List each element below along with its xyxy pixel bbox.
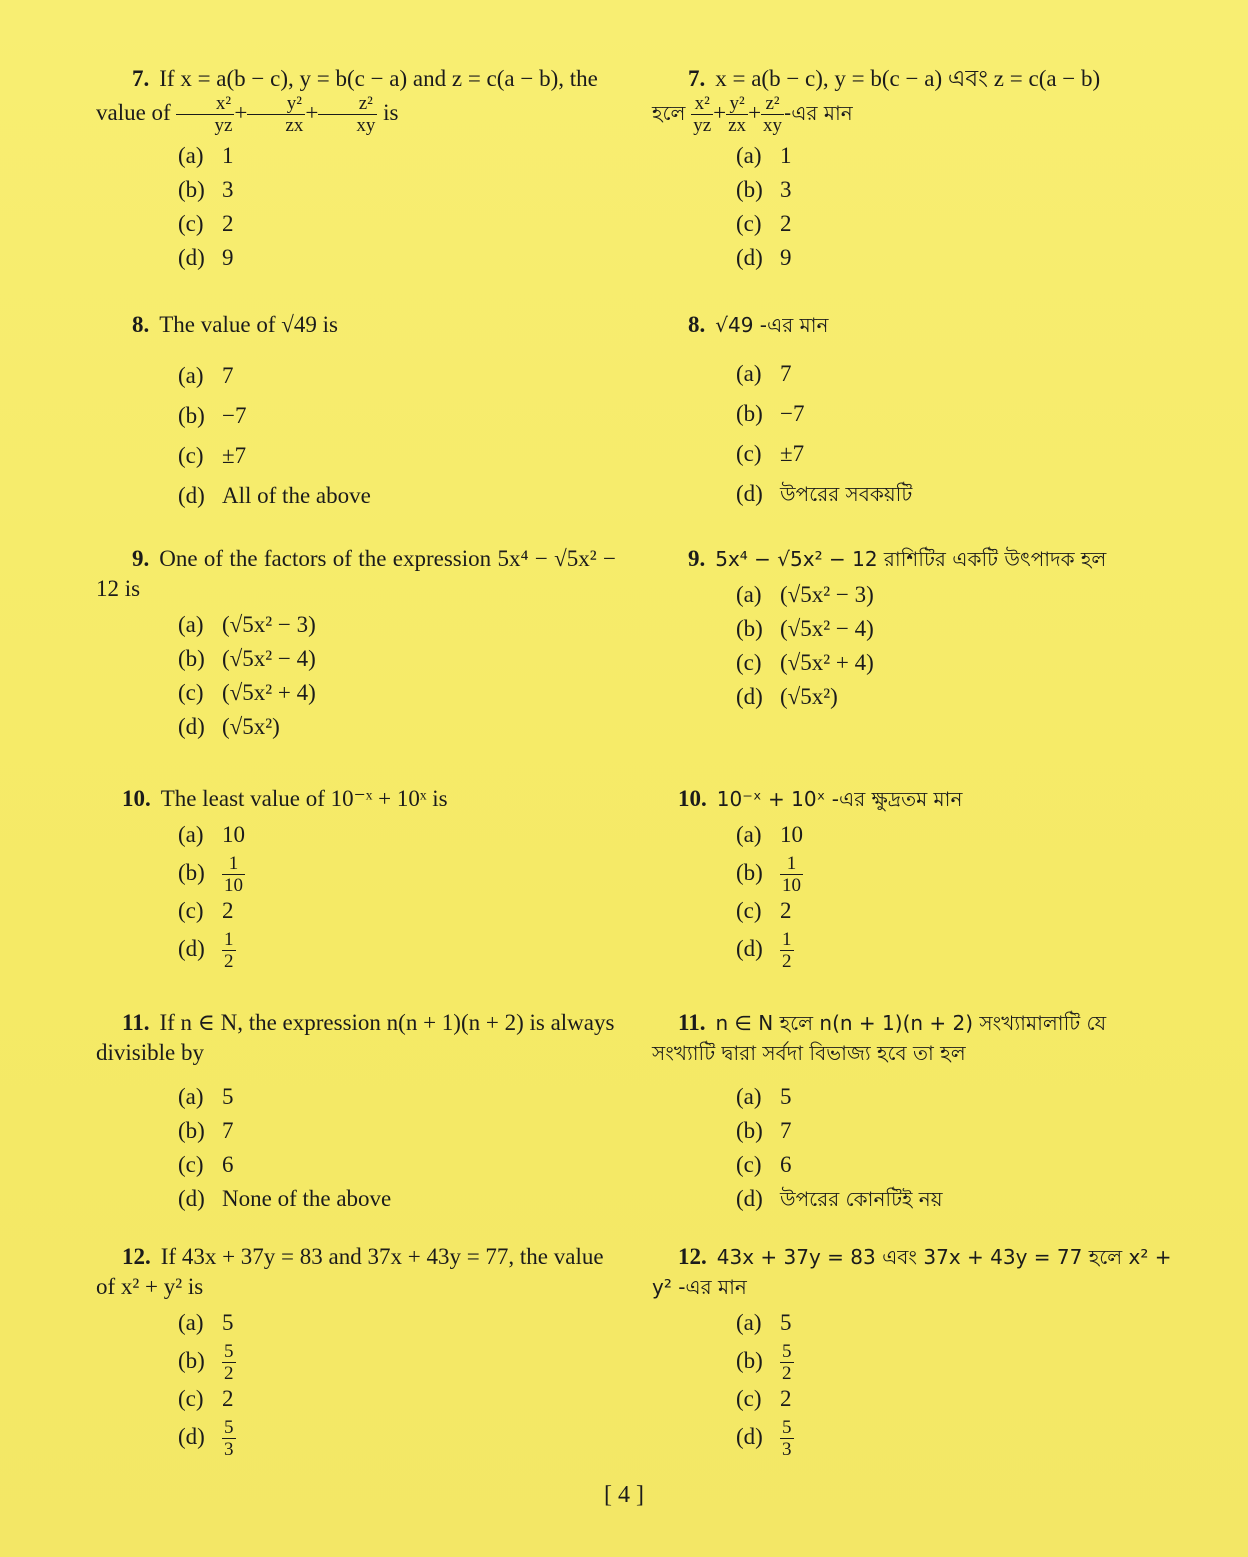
option[interactable]: (a) 5: [178, 1310, 234, 1335]
question-11: 11. If n ∈ N, the expression n(n + 1)(n + 2) is always divisible by (a) 5 (b) 7 (c) 6 (d) None of the above: [96, 1008, 616, 1216]
option[interactable]: (d) $\frac{1}{2}$: [736, 929, 792, 973]
option[interactable]: (d) 9: [736, 245, 792, 270]
fraction: $\frac{\text{y²}}{zx}$: [728, 93, 747, 136]
fraction: $\frac{\text{z²}}{xy}$: [763, 93, 783, 136]
question-8: 8. The value of √49 is (a) 7 (b) −7 (c) ±7 (d) All of the above: [96, 310, 616, 516]
question-text: √49 -এর মান: [715, 313, 829, 337]
option[interactable]: (b) 7: [736, 1118, 792, 1143]
question-text: 43x + 37y = 83 এবং 37x + 43y = 77 হলে x² + y² -এর মান: [652, 1245, 1172, 1299]
option[interactable]: (d) $\frac{5}{3}$: [736, 1417, 792, 1461]
question-text: x = a(b − c), y = b(c − a) এবং z = c(a − b): [715, 66, 1101, 91]
option[interactable]: (b) −7: [178, 403, 247, 428]
option[interactable]: (b) 3: [736, 177, 792, 202]
option[interactable]: (c) 6: [178, 1152, 234, 1177]
option[interactable]: (d) All of the above: [178, 483, 371, 508]
option[interactable]: (b) $\frac{5}{2}$: [736, 1341, 792, 1385]
question-9: 9. 5x⁴ − √5x² − 12 রাশিটির একটি উৎপাদক হল (a) (√5x² − 3) (b) (√5x² − 4) (c) (√5x² + 4) (d) (√5x²): [652, 544, 1172, 714]
question-text: 10⁻ˣ + 10ˣ -এর ক্ষুদ্রতম মান: [716, 787, 963, 811]
option[interactable]: (d) None of the above: [178, 1186, 392, 1211]
question-7: 7. If x = a(b − c), y = b(c − a) and z = c(a − b), the value of $\frac{\text{x²}}{yz}$ + $\frac{\text{y²}}{zx}$ + $\frac{\text{z²}}{xy}$ is (a) 1 (b) 3 (c) 2 (d) 9: [96, 64, 616, 275]
option[interactable]: (a) 5: [178, 1084, 234, 1109]
options-list: [178, 1306, 616, 1461]
option[interactable]: (a) 10: [178, 822, 245, 847]
fraction: $\frac{1}{2}$: [224, 929, 234, 973]
question-number: 7.: [132, 66, 150, 91]
option[interactable]: (b) $\frac{1}{10}$: [736, 853, 801, 897]
question-8: 8. √49 -এর মান (a) 7 (b) −7 (c) ±7 (d) উপরের সবকয়টি: [652, 310, 1172, 514]
question-9: 9. One of the factors of the expression 5x⁴ − √5x² − 12 is (a) (√5x² − 3) (b) (√5x² − 4) (c) (√5x² + 4) (d) (√5x²): [96, 544, 616, 744]
fraction: $\frac{\text{y²}}{zx}$: [247, 94, 305, 135]
question-10: 10. 10⁻ˣ + 10ˣ -এর ক্ষুদ্রতম মান (a) 10 (b) $\frac{1}{10}$ (c) 2 (d) $\frac{1}{2}$: [652, 784, 1172, 970]
option[interactable]: (c) 2: [736, 898, 792, 923]
option[interactable]: (c) (√5x² + 4): [178, 680, 316, 705]
question-text: The value of √49 is: [159, 312, 338, 337]
option[interactable]: (a) 1: [736, 143, 792, 168]
option[interactable]: (a) (√5x² − 3): [178, 612, 316, 637]
fraction: $\frac{\text{x²}}{yz}$: [693, 93, 712, 136]
options-list: [736, 1080, 1172, 1216]
option[interactable]: (a) 7: [736, 361, 792, 386]
question-12: 12. If 43x + 37y = 83 and 37x + 43y = 77, the value of x² + y² is (a) 5 (b) $\frac{5}{2}$ (c) 2 (d) $\frac{5}{3}$: [96, 1242, 616, 1458]
option[interactable]: (c) 2: [736, 1386, 792, 1411]
options-list: [178, 356, 616, 516]
option[interactable]: (d) (√5x²): [178, 714, 280, 739]
fraction: $\frac{5}{3}$: [782, 1417, 792, 1461]
option[interactable]: (c) 2: [178, 211, 234, 236]
option[interactable]: (d) $\frac{5}{3}$: [178, 1417, 234, 1461]
option[interactable]: (a) 5: [736, 1310, 792, 1335]
fraction: $\frac{\text{x²}}{yz}$: [176, 94, 234, 135]
question-12: 12. 43x + 37y = 83 এবং 37x + 43y = 77 হলে x² + y² -এর মান (a) 5 (b) $\frac{5}{2}$ (c) 2 (d) $\frac{5}{3}$: [652, 1244, 1172, 1461]
question-text: n ∈ N হলে n(n + 1)(n + 2) সংখ্যামালাটি যে সংখ্যাটি দ্বারা সর্বদা বিভাজ্য হবে তা হল: [652, 1011, 1107, 1065]
question-text: If x = a(b − c), y = b(c − a) and z = c(a − b), the value of: [96, 66, 598, 125]
option[interactable]: (b) 3: [178, 177, 234, 202]
question-text: 5x⁴ − √5x² − 12 রাশিটির একটি উৎপাদক হল: [715, 547, 1107, 571]
option[interactable]: (a) 10: [736, 822, 803, 847]
option[interactable]: (d) (√5x²): [736, 684, 838, 709]
option[interactable]: (c) 2: [178, 1386, 234, 1411]
option[interactable]: (d) 9: [178, 245, 234, 270]
options-list: [178, 818, 616, 973]
options-list: [178, 139, 616, 275]
option[interactable]: (c) (√5x² + 4): [736, 650, 874, 675]
options-list: [736, 578, 1172, 714]
options-list: [178, 1080, 616, 1216]
options-list: [736, 354, 1172, 514]
option[interactable]: (b) (√5x² − 4): [736, 616, 874, 641]
options-list: [736, 818, 1172, 973]
question-10: 10. The least value of 10⁻ˣ + 10ˣ is (a) 10 (b) $\frac{1}{10}$ (c) 2 (d) $\frac{1}{2}$: [96, 784, 616, 970]
options-list: [736, 1306, 1172, 1461]
question-text: If n ∈ N, the expression n(n + 1)(n + 2) is always divisible by: [96, 1010, 615, 1065]
fraction: $\frac{5}{2}$: [782, 1341, 792, 1385]
fraction: $\frac{1}{2}$: [782, 929, 792, 973]
fraction: $\frac{5}{3}$: [224, 1417, 234, 1461]
option[interactable]: (c) 2: [736, 211, 792, 236]
option[interactable]: (b) −7: [736, 401, 805, 426]
fraction: $\frac{\text{z²}}{xy}$: [318, 94, 377, 135]
options-list: [178, 608, 616, 744]
fraction: $\frac{5}{2}$: [224, 1341, 234, 1385]
fraction: $\frac{1}{10}$: [782, 853, 801, 897]
question-7: 7. x = a(b − c), y = b(c − a) এবং z = c(a − b) হলে $\frac{\text{x²}}{yz}$ + $\frac{\text{y²}}{zx}$ + $\frac{\text{z²}}{xy}$ -এর মান (a) 1 (b) 3 (c) 2 (d) 9: [652, 64, 1172, 275]
option[interactable]: (a) 7: [178, 363, 234, 388]
page-number: [ 4 ]: [604, 1482, 644, 1508]
option[interactable]: (d) উপরের সবকয়টি: [736, 481, 913, 506]
option[interactable]: (b) (√5x² − 4): [178, 646, 316, 671]
fraction-expression: $\frac{\text{x²}}{yz}$ + $\frac{\text{y²}}{zx}$ + $\frac{\text{z²}}{xy}$: [176, 100, 383, 125]
question-text: If 43x + 37y = 83 and 37x + 43y = 77, the value of x² + y² is: [96, 1244, 604, 1299]
question-11: 11. n ∈ N হলে n(n + 1)(n + 2) সংখ্যামালাটি যে সংখ্যাটি দ্বারা সর্বদা বিভাজ্য হবে তা হল (a) 5 (b) 7 (c) 6 (d) উপরের কোনটিই নয়: [652, 1008, 1172, 1216]
options-list: [736, 139, 1172, 275]
option[interactable]: (d) উপরের কোনটিই নয়: [736, 1186, 943, 1211]
option[interactable]: (b) 7: [178, 1118, 234, 1143]
option[interactable]: (c) 6: [736, 1152, 792, 1177]
fraction: $\frac{1}{10}$: [224, 853, 243, 897]
option[interactable]: (a) (√5x² − 3): [736, 582, 874, 607]
option[interactable]: (c) 2: [178, 898, 234, 923]
option[interactable]: (b) $\frac{5}{2}$: [178, 1341, 234, 1385]
option[interactable]: (c) ±7: [178, 443, 247, 468]
option[interactable]: (a) 1: [178, 143, 234, 168]
option[interactable]: (a) 5: [736, 1084, 792, 1109]
option[interactable]: (c) ±7: [736, 441, 805, 466]
question-text: One of the factors of the expression 5x⁴ − √5x² − 12 is: [96, 546, 616, 601]
option[interactable]: (b) $\frac{1}{10}$: [178, 853, 243, 897]
question-text: The least value of 10⁻ˣ + 10ˣ is: [160, 786, 448, 811]
option[interactable]: (d) $\frac{1}{2}$: [178, 929, 234, 973]
